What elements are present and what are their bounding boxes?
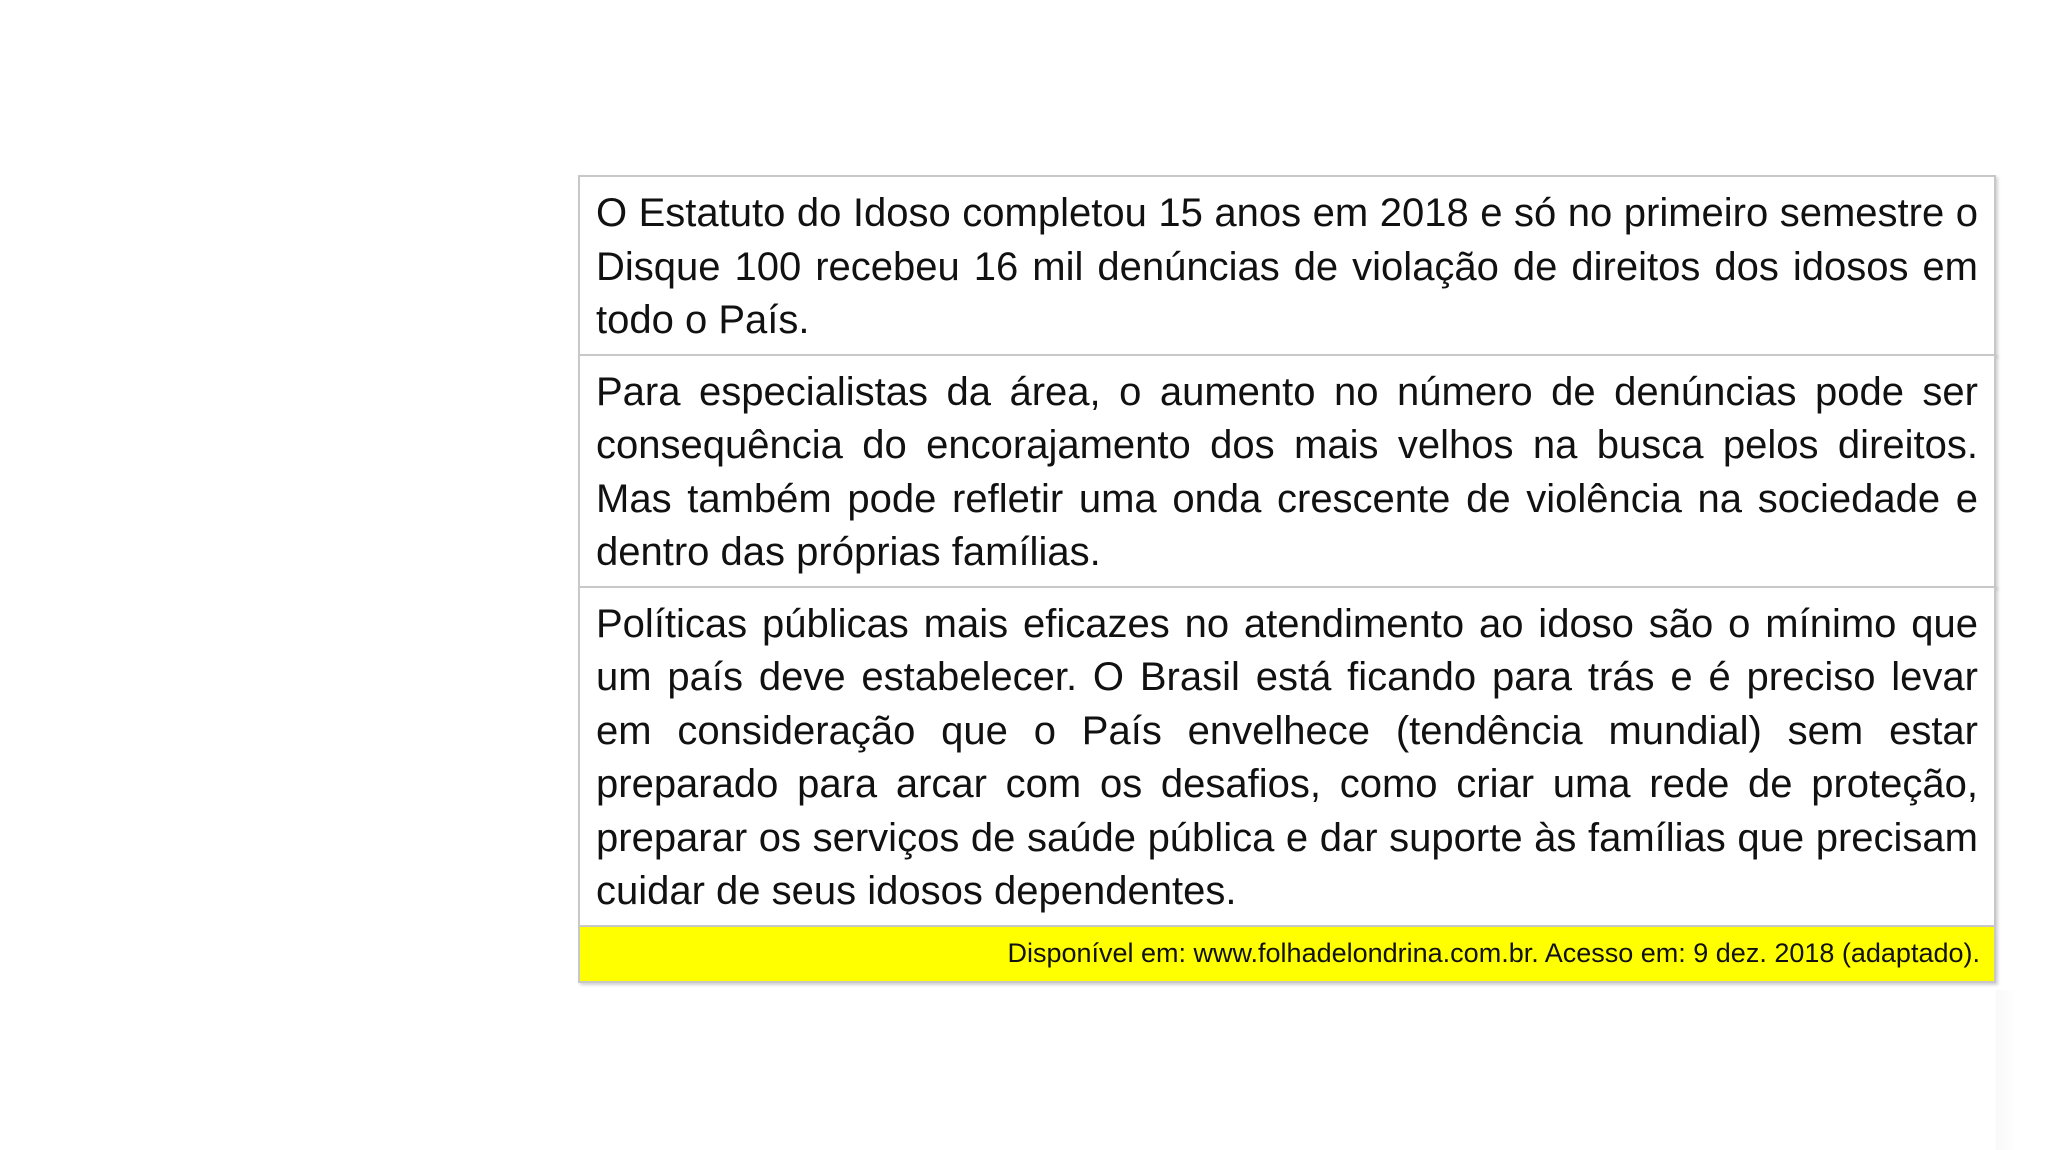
text-block [578, 175, 1996, 983]
paragraph-box-1 [578, 175, 1996, 356]
paragraph-3: Políticas públicas mais eficazes no atendimento ao idoso são o mínimo que um país deve estabelecer. O Brasil está ficando para trás e é preciso levar em consideração que o País envelhece (tendência mundial) sem estar preparado para arcar com os desafios, como criar uma rede de proteção, preparar os serviços de saúde pública e dar suporte às famílias que precisam cuidar de seus idosos dependentes. [596, 601, 1978, 913]
page-edge-shadow [1996, 990, 2018, 1150]
paragraph-2: Para especialistas da área, o aumento no número de denúncias pode ser consequência do encorajamento dos mais velhos na busca pelos direitos. Mas também pode refletir uma onda crescente de violência na sociedade e dentro das próprias famílias. [596, 369, 1978, 574]
source-citation: Disponível em: www.folhadelondrina.com.br. Acesso em: 9 dez. 2018 (adaptado). [1007, 938, 1980, 968]
source-citation-box [578, 927, 1996, 983]
paragraph-box-2 [578, 354, 1996, 588]
paragraph-1: O Estatuto do Idoso completou 15 anos em 2018 e só no primeiro semestre o Disque 100 recebeu 16 mil denúncias de violação de direitos dos idosos em todo o País. [596, 191, 1978, 342]
paragraph-box-3 [578, 586, 1996, 927]
